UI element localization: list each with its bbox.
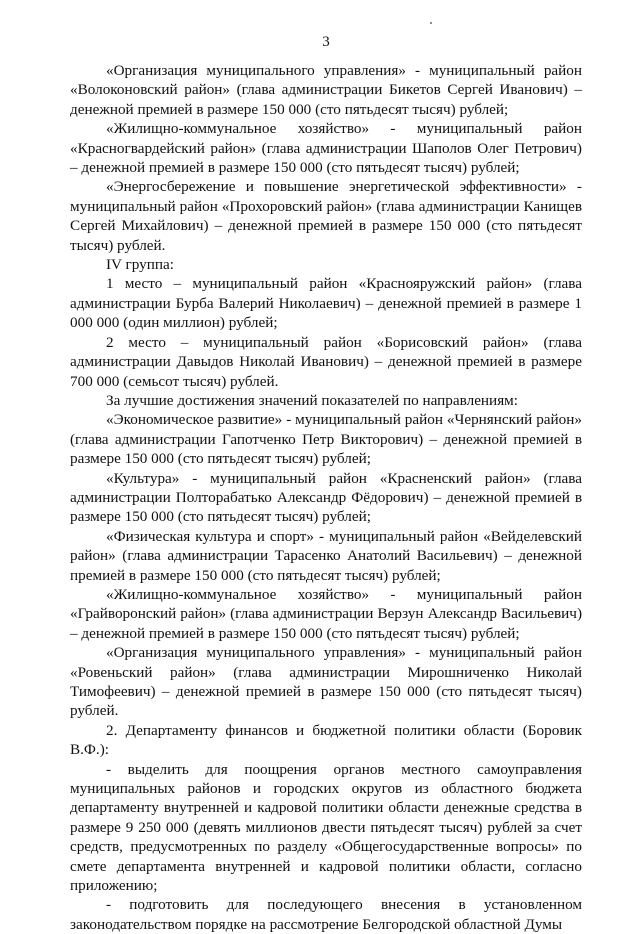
paragraph: «Организация муниципального управления» - муниципальный район «Волоконовский район» (глава администрации Бикетов Сергей Иванович) – денежной премией в размере 150 000 (сто пятьдесят тысяч) рублей; [70,62,582,118]
paragraph: «Жилищно-коммунальное хозяйство» - муниципальный район «Грайворонский район» (глава администрации Верзун Александр Васильевич) – денежной премией в размере 150 000 (сто пятьдесят тысяч) рублей; [70,585,582,642]
scan-speck [430,22,432,24]
paragraph: - выделить для поощрения органов местного самоуправления муниципальных районов и городских округов из областного бюджета департаменту внутренней и кадровой политики области денежные средства в размере 9 250 000 (девять миллионов двести пятьдесят тысяч) рублей за счет средств, предусмотренных по разделу «Общегосударственные вопросы» по смете департамента внутренней и кадровой политики области, согласно приложению; [70,760,582,895]
page-number: 3 [322,34,330,50]
paragraph: 2. Департаменту финансов и бюджетной политики области (Боровик В.Ф.): [70,721,582,759]
paragraph: «Экономическое развитие» - муниципальный район «Чернянский район» (глава администрации Гапотченко Петр Викторович) – денежной премией в размере 150 000 (сто пятьдесят тысяч) рублей; [70,411,582,468]
paragraph: «Жилищно-коммунальное хозяйство» - муниципальный район «Красногвардейский район» (глава администрации Шаполов Олег Петрович) – денежной премией в размере 150 000 (сто пятьдесят тысяч) рублей; [70,120,582,177]
paragraph: «Организация муниципального управления» - муниципальный район «Ровеньский район» (глава администрации Мирошниченко Николай Тимофеевич) – денежной премией в размере 150 000 (сто пятьдесят тысяч) рублей. [70,644,582,720]
paragraph: «Физическая культура и спорт» - муниципальный район «Вейделевский район» (глава администрации Тарасенко Анатолий Васильевич) – денежной премией в размере 150 000 (сто пятьдесят тысяч) рублей; [70,527,582,584]
paragraph: «Культура» - муниципальный район «Красненский район» (глава администрации Полторабатько Александр Фёдорович) – денежной премией в размере 150 000 (сто пятьдесят тысяч) рублей; [70,469,582,526]
paragraph: «Энергосбережение и повышение энергетической эффективности» - муниципальный район «Прохоровский район» (глава администрации Канищев Сергей Михайлович) – денежной премией в размере 150 000 (сто пятьдесят тысяч) рублей. [70,178,582,254]
paragraph: 1 место – муниципальный район «Краснояружский район» (глава администрации Бурба Валерий Николаевич) – денежной премией в размере 1 000 000 (один миллион) рублей; [70,275,582,332]
paragraph: - подготовить для последующего внесения в установленном законодательством порядке на рассмотрение Белгородской областной Думы [70,896,582,933]
paragraph: 2 место – муниципальный район «Борисовский район» (глава администрации Давыдов Николай Иванович) – денежной премией в размере 700 000 (семьсот тысяч) рублей. [70,333,582,390]
paragraph: За лучшие достижения значений показателей по направлениям: [106,391,519,409]
group-heading: IV группа: [106,256,174,274]
